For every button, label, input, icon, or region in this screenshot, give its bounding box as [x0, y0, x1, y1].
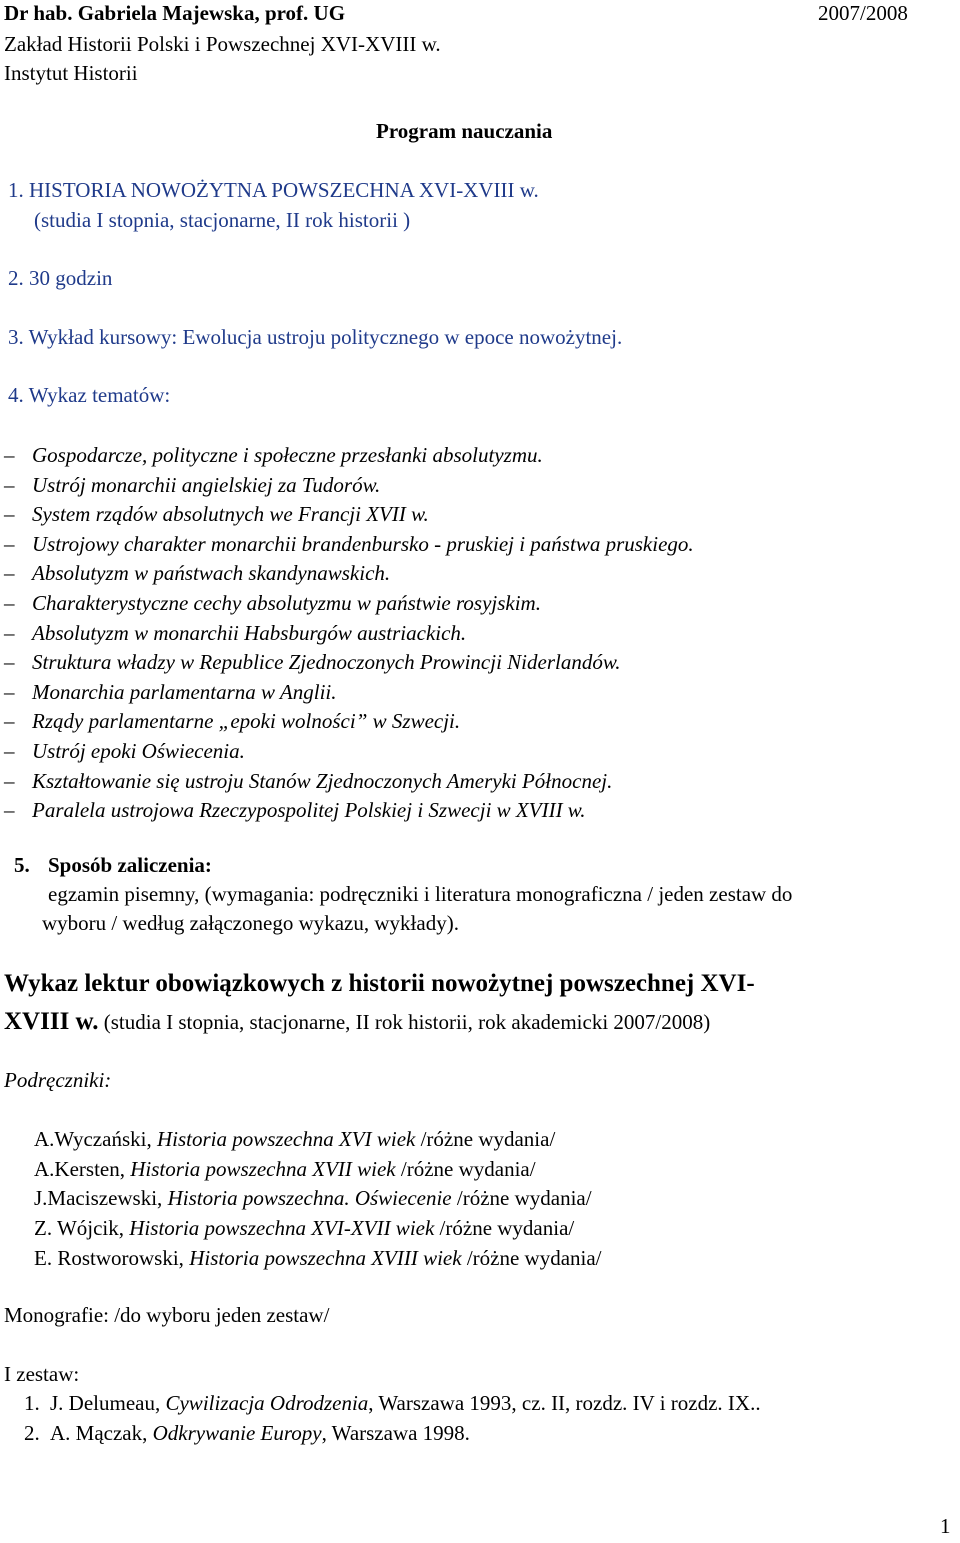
dash-bullet-icon: – [4, 798, 15, 822]
topic-item [4, 711, 460, 732]
topic-item [4, 682, 337, 703]
section-5-label: Sposób zaliczenia: [48, 853, 212, 877]
section-2-hours: 2. 30 godzin [8, 266, 113, 290]
textbook-edition: /różne wydania/ [434, 1216, 575, 1240]
dash-bullet-icon: – [4, 532, 15, 556]
textbook-author: A.Wyczański, [34, 1127, 157, 1151]
textbook-edition: /różne wydania/ [395, 1157, 536, 1181]
topic-text: Kształtowanie się ustroju Stanów Zjednoczonych Ameryki Północnej. [32, 769, 613, 793]
reading-list-subtitle [4, 1009, 710, 1034]
monograph-title: Cywilizacja Odrodzenia [165, 1391, 369, 1415]
textbook-author: A.Kersten, [34, 1157, 131, 1181]
dash-bullet-icon: – [4, 591, 15, 615]
textbooks-label: Podręczniki: [4, 1068, 112, 1092]
topic-item [4, 652, 621, 673]
topic-item [4, 563, 390, 584]
dash-bullet-icon: – [4, 709, 15, 733]
textbook-author: Z. Wójcik, [34, 1216, 130, 1240]
reading-list-study-info: (studia I stopnia, stacjonarne, II rok historii, rok akademicki 2007/2008) [98, 1010, 711, 1034]
topic-text: Ustrój epoki Oświecenia. [32, 739, 245, 763]
topic-item [4, 445, 543, 466]
topic-text: Ustrojowy charakter monarchii brandenbursko - pruskiej i państwa pruskiego. [32, 532, 694, 556]
topic-text: Absolutyzm w państwach skandynawskich. [32, 561, 391, 585]
textbook-item [34, 1188, 592, 1209]
dash-bullet-icon: – [4, 443, 15, 467]
topic-item [4, 475, 380, 496]
topic-item [4, 800, 586, 821]
topic-text: Struktura władzy w Republice Zjednoczonych Prowincji Niderlandów. [32, 650, 621, 674]
textbook-title: Historia powszechna XVI wiek [156, 1127, 416, 1151]
monograph-number: 2. [24, 1421, 40, 1445]
textbook-title: Historia powszechna XVIII wiek [189, 1246, 462, 1270]
dash-bullet-icon: – [4, 650, 15, 674]
dash-bullet-icon: – [4, 621, 15, 645]
page-number: 1 [940, 1514, 951, 1538]
section-4-topics-heading: 4. Wykaz tematów: [8, 383, 171, 407]
monograph-details: , Warszawa 1993, cz. II, rozdz. IV i rozdz. IX.. [368, 1391, 761, 1415]
monograph-item [24, 1393, 761, 1414]
topic-item [4, 741, 245, 762]
textbook-item [34, 1159, 536, 1180]
program-title: Program nauczania [376, 119, 553, 143]
monograph-author: J. Delumeau, [50, 1391, 166, 1415]
textbook-item [34, 1218, 574, 1239]
reading-list-title: Wykaz lektur obowiązkowych z historii nowożytnej powszechnej XVI- [4, 970, 755, 997]
monograph-details: , Warszawa 1998. [321, 1421, 470, 1445]
monographs-label: Monografie: /do wyboru jeden zestaw/ [4, 1303, 330, 1327]
textbook-edition: /różne wydania/ [461, 1246, 602, 1270]
institute-name: Instytut Historii [4, 61, 138, 85]
section-5-line-1: egzamin pisemny, (wymagania: podręczniki i literatura monograficzna / jeden zestaw do [48, 882, 793, 906]
textbook-title: Historia powszechna. Oświecenie [167, 1186, 452, 1210]
topic-item [4, 771, 612, 792]
topic-item [4, 593, 541, 614]
textbook-author: J.Maciszewski, [34, 1186, 168, 1210]
topic-text: Paralela ustrojowa Rzeczypospolitej Polskiej i Szwecji w XVIII w. [32, 798, 586, 822]
textbook-item [34, 1248, 602, 1269]
dash-bullet-icon: – [4, 769, 15, 793]
textbook-title: Historia powszechna XVI-XVII wiek [129, 1216, 435, 1240]
topic-item [4, 623, 466, 644]
topic-text: Monarchia parlamentarna w Anglii. [32, 680, 337, 704]
textbook-author: E. Rostworowski, [34, 1246, 190, 1270]
dash-bullet-icon: – [4, 473, 15, 497]
dash-bullet-icon: – [4, 561, 15, 585]
author-name: Dr hab. Gabriela Majewska, prof. UG [4, 1, 346, 25]
topic-text: System rządów absolutnych we Francji XVII w. [32, 502, 429, 526]
section-1-subtitle: (studia I stopnia, stacjonarne, II rok historii ) [34, 208, 411, 232]
topic-text: Rządy parlamentarne „epoki wolności” w Szwecji. [32, 709, 461, 733]
section-5-number: 5. [14, 853, 30, 877]
topic-text: Absolutyzm w monarchii Habsburgów austriackich. [32, 621, 467, 645]
monograph-number: 1. [24, 1391, 40, 1415]
topic-text: Charakterystyczne cechy absolutyzmu w państwie rosyjskim. [32, 591, 541, 615]
reading-list-title-cont: XVIII w. [4, 1008, 99, 1035]
monograph-title: Odkrywanie Europy [152, 1421, 322, 1445]
section-3-lecture: 3. Wykład kursowy: Ewolucja ustroju politycznego w epoce nowożytnej. [8, 325, 623, 349]
dash-bullet-icon: – [4, 739, 15, 763]
topic-text: Ustrój monarchii angielskiej za Tudorów. [32, 473, 381, 497]
monograph-author: A. Mączak, [50, 1421, 153, 1445]
department-name: Zakład Historii Polski i Powszechnej XVI-XVIII w. [4, 32, 441, 56]
topic-item [4, 504, 429, 525]
dash-bullet-icon: – [4, 502, 15, 526]
textbook-title: Historia powszechna XVII wiek [130, 1157, 396, 1181]
topic-item [4, 534, 694, 555]
textbook-item [34, 1129, 555, 1150]
topic-text: Gospodarcze, polityczne i społeczne przesłanki absolutyzmu. [32, 443, 543, 467]
textbook-edition: /różne wydania/ [451, 1186, 592, 1210]
section-1-title: 1. HISTORIA NOWOŻYTNA POWSZECHNA XVI-XVIII w. [8, 178, 539, 202]
section-5-line-2: wyboru / według załączonego wykazu, wykłady). [42, 911, 459, 935]
monograph-item [24, 1423, 470, 1444]
dash-bullet-icon: – [4, 680, 15, 704]
set-1-label: I zestaw: [4, 1362, 80, 1386]
textbook-edition: /różne wydania/ [415, 1127, 556, 1151]
academic-year: 2007/2008 [818, 1, 908, 25]
